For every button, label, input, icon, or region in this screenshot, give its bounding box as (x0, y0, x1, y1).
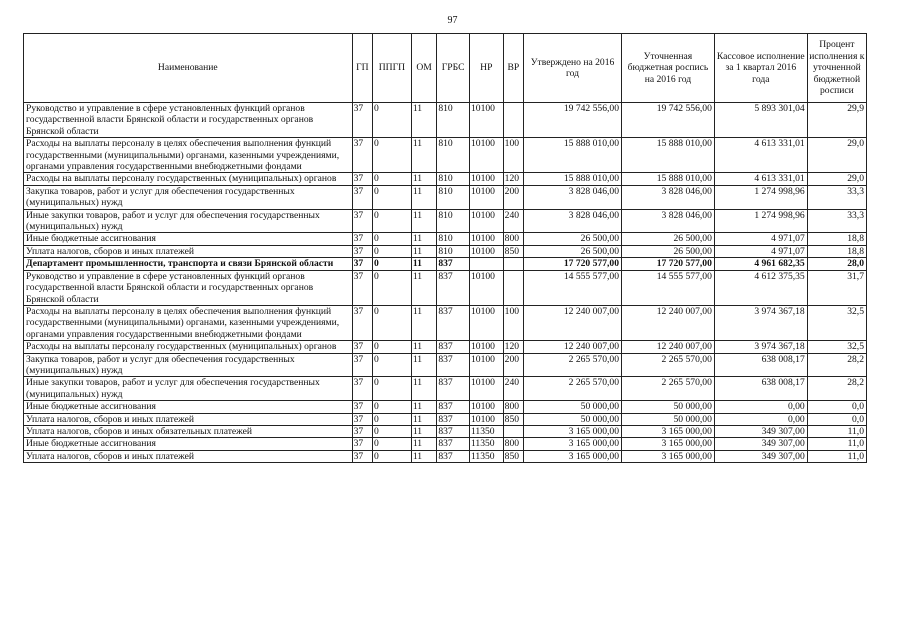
cell-refined: 2 265 570,00 (622, 353, 715, 377)
cell-gp: 37 (352, 401, 372, 413)
header-refined: Уточненная бюджетная роспись на 2016 год (622, 34, 715, 103)
cell-cash: 3 974 367,18 (714, 305, 807, 340)
cell-nr: 10100 (469, 401, 503, 413)
cell-name: Уплата налогов, сборов и иных обязательных платежей (24, 425, 353, 437)
table-row (24, 245, 867, 257)
cell-refined: 3 165 000,00 (622, 450, 715, 462)
cell-refined: 50 000,00 (622, 413, 715, 425)
cell-refined: 19 742 556,00 (622, 103, 715, 138)
cell-refined: 26 500,00 (622, 233, 715, 245)
cell-ppgp: 0 (373, 138, 412, 173)
table-row (24, 103, 867, 138)
cell-grbs: 837 (437, 353, 470, 377)
cell-cash: 638 008,17 (714, 353, 807, 377)
cell-vr: 240 (503, 209, 523, 233)
cell-om: 11 (411, 233, 437, 245)
cell-nr (469, 258, 503, 270)
cell-gp: 37 (352, 173, 372, 185)
cell-ppgp: 0 (373, 425, 412, 437)
cell-grbs: 837 (437, 401, 470, 413)
cell-ppgp: 0 (373, 103, 412, 138)
cell-ppgp: 0 (373, 450, 412, 462)
cell-approved: 15 888 010,00 (524, 173, 622, 185)
cell-percent: 32,5 (807, 341, 866, 353)
cell-cash: 4 612 375,35 (714, 270, 807, 305)
header-cash: Кассовое исполнение за 1 квартал 2016 года (714, 34, 807, 103)
cell-grbs: 810 (437, 103, 470, 138)
cell-percent: 11,0 (807, 450, 866, 462)
cell-percent: 11,0 (807, 425, 866, 437)
cell-vr: 120 (503, 173, 523, 185)
cell-vr (503, 103, 523, 138)
table-row (24, 185, 867, 209)
cell-refined: 26 500,00 (622, 245, 715, 257)
cell-percent: 33,3 (807, 185, 866, 209)
cell-refined: 12 240 007,00 (622, 341, 715, 353)
cell-approved: 50 000,00 (524, 401, 622, 413)
cell-cash: 5 893 301,04 (714, 103, 807, 138)
cell-percent: 31,7 (807, 270, 866, 305)
cell-vr: 240 (503, 377, 523, 401)
cell-gp: 37 (352, 353, 372, 377)
cell-approved: 2 265 570,00 (524, 377, 622, 401)
cell-ppgp: 0 (373, 413, 412, 425)
cell-cash: 4 971,07 (714, 233, 807, 245)
cell-cash: 4 961 682,35 (714, 258, 807, 270)
cell-nr: 10100 (469, 353, 503, 377)
cell-approved: 26 500,00 (524, 245, 622, 257)
cell-ppgp: 0 (373, 258, 412, 270)
cell-percent: 0,0 (807, 401, 866, 413)
cell-ppgp: 0 (373, 377, 412, 401)
cell-gp: 37 (352, 245, 372, 257)
cell-ppgp: 0 (373, 270, 412, 305)
cell-ppgp: 0 (373, 185, 412, 209)
cell-percent: 29,0 (807, 138, 866, 173)
cell-nr: 10100 (469, 245, 503, 257)
cell-approved: 3 165 000,00 (524, 425, 622, 437)
cell-name: Уплата налогов, сборов и иных платежей (24, 245, 353, 257)
cell-cash: 0,00 (714, 413, 807, 425)
cell-refined: 17 720 577,00 (622, 258, 715, 270)
cell-approved: 2 265 570,00 (524, 353, 622, 377)
cell-om: 11 (411, 377, 437, 401)
cell-name: Иные бюджетные ассигнования (24, 438, 353, 450)
table-row (24, 450, 867, 462)
cell-grbs: 837 (437, 270, 470, 305)
cell-approved: 14 555 577,00 (524, 270, 622, 305)
cell-percent: 18,8 (807, 245, 866, 257)
cell-gp: 37 (352, 377, 372, 401)
cell-name: Руководство и управление в сфере установленных функций органов государственной власти Брянской области и государственных органов Брянской области (24, 103, 353, 138)
cell-cash: 638 008,17 (714, 377, 807, 401)
cell-gp: 37 (352, 450, 372, 462)
cell-grbs: 837 (437, 425, 470, 437)
header-ppgp: ППГП (373, 34, 412, 103)
cell-om: 11 (411, 450, 437, 462)
cell-vr: 120 (503, 341, 523, 353)
cell-cash: 0,00 (714, 401, 807, 413)
cell-vr: 850 (503, 245, 523, 257)
cell-approved: 3 828 046,00 (524, 209, 622, 233)
cell-percent: 18,8 (807, 233, 866, 245)
cell-name: Расходы на выплаты персоналу в целях обеспечения выполнения функций государственными (муниципальными) органами, казенными учреждениями, органами управления государственными внебюджетными фондами (24, 305, 353, 340)
cell-approved: 3 165 000,00 (524, 450, 622, 462)
header-approved: Утверждено на 2016 год (524, 34, 622, 103)
table-row (24, 258, 867, 270)
cell-name: Иные закупки товаров, работ и услуг для обеспечения государственных (муниципальных) нужд (24, 209, 353, 233)
cell-grbs: 810 (437, 209, 470, 233)
cell-om: 11 (411, 103, 437, 138)
cell-refined: 14 555 577,00 (622, 270, 715, 305)
cell-approved: 12 240 007,00 (524, 305, 622, 340)
cell-ppgp: 0 (373, 401, 412, 413)
cell-cash: 349 307,00 (714, 438, 807, 450)
cell-gp: 37 (352, 438, 372, 450)
cell-refined: 3 828 046,00 (622, 185, 715, 209)
cell-approved: 3 828 046,00 (524, 185, 622, 209)
cell-approved: 17 720 577,00 (524, 258, 622, 270)
cell-refined: 3 165 000,00 (622, 438, 715, 450)
cell-vr: 100 (503, 138, 523, 173)
cell-percent: 29,9 (807, 103, 866, 138)
budget-table (23, 33, 867, 463)
cell-approved: 50 000,00 (524, 413, 622, 425)
cell-cash: 1 274 998,96 (714, 185, 807, 209)
cell-name: Уплата налогов, сборов и иных платежей (24, 413, 353, 425)
cell-gp: 37 (352, 270, 372, 305)
table-row (24, 138, 867, 173)
table-row (24, 270, 867, 305)
cell-gp: 37 (352, 305, 372, 340)
cell-gp: 37 (352, 209, 372, 233)
cell-ppgp: 0 (373, 353, 412, 377)
cell-nr: 11350 (469, 438, 503, 450)
cell-gp: 37 (352, 138, 372, 173)
cell-ppgp: 0 (373, 209, 412, 233)
cell-om: 11 (411, 341, 437, 353)
cell-nr: 11350 (469, 425, 503, 437)
cell-gp: 37 (352, 233, 372, 245)
cell-vr (503, 258, 523, 270)
cell-cash: 4 613 331,01 (714, 138, 807, 173)
cell-nr: 10100 (469, 413, 503, 425)
cell-name: Расходы на выплаты персоналу государственных (муниципальных) органов (24, 173, 353, 185)
cell-gp: 37 (352, 185, 372, 209)
cell-percent: 33,3 (807, 209, 866, 233)
cell-om: 11 (411, 413, 437, 425)
cell-om: 11 (411, 270, 437, 305)
cell-approved: 19 742 556,00 (524, 103, 622, 138)
cell-vr: 800 (503, 438, 523, 450)
cell-om: 11 (411, 209, 437, 233)
cell-cash: 3 974 367,18 (714, 341, 807, 353)
cell-grbs: 837 (437, 305, 470, 340)
cell-name: Расходы на выплаты персоналу в целях обеспечения выполнения функций государственными (муниципальными) органами, казенными учреждениями, органами управления государственными внебюджетными фондами (24, 138, 353, 173)
cell-vr: 200 (503, 185, 523, 209)
cell-approved: 3 165 000,00 (524, 438, 622, 450)
cell-percent: 32,5 (807, 305, 866, 340)
cell-vr (503, 425, 523, 437)
cell-nr: 10100 (469, 233, 503, 245)
cell-nr: 10100 (469, 209, 503, 233)
header-percent: Процент исполнения к уточненной бюджетной росписи (807, 34, 866, 103)
cell-percent: 28,0 (807, 258, 866, 270)
cell-name: Закупка товаров, работ и услуг для обеспечения государственных (муниципальных) нужд (24, 185, 353, 209)
header-om: ОМ (411, 34, 437, 103)
cell-name: Иные бюджетные ассигнования (24, 401, 353, 413)
cell-cash: 4 971,07 (714, 245, 807, 257)
cell-refined: 15 888 010,00 (622, 138, 715, 173)
cell-refined: 3 828 046,00 (622, 209, 715, 233)
cell-om: 11 (411, 401, 437, 413)
page-number: 97 (447, 15, 458, 26)
cell-grbs: 810 (437, 138, 470, 173)
cell-name: Уплата налогов, сборов и иных платежей (24, 450, 353, 462)
table-row (24, 209, 867, 233)
cell-om: 11 (411, 173, 437, 185)
cell-vr (503, 270, 523, 305)
cell-om: 11 (411, 305, 437, 340)
table-row (24, 305, 867, 340)
header-gp: ГП (352, 34, 372, 103)
cell-vr: 850 (503, 413, 523, 425)
cell-vr: 100 (503, 305, 523, 340)
cell-nr: 10100 (469, 138, 503, 173)
cell-approved: 26 500,00 (524, 233, 622, 245)
table-header-row (24, 34, 867, 103)
cell-nr: 10100 (469, 341, 503, 353)
table-row (24, 401, 867, 413)
cell-vr: 800 (503, 401, 523, 413)
cell-vr: 850 (503, 450, 523, 462)
cell-om: 11 (411, 353, 437, 377)
cell-grbs: 810 (437, 245, 470, 257)
cell-name: Руководство и управление в сфере установленных функций органов государственной власти Брянской области и государственных органов Брянской области (24, 270, 353, 305)
cell-ppgp: 0 (373, 341, 412, 353)
table-row (24, 233, 867, 245)
cell-nr: 11350 (469, 450, 503, 462)
cell-ppgp: 0 (373, 233, 412, 245)
cell-nr: 10100 (469, 270, 503, 305)
cell-cash: 1 274 998,96 (714, 209, 807, 233)
cell-refined: 50 000,00 (622, 401, 715, 413)
table-row (24, 438, 867, 450)
table-body (24, 103, 867, 463)
cell-percent: 0,0 (807, 413, 866, 425)
cell-name: Департамент промышленности, транспорта и связи Брянской области (24, 258, 353, 270)
cell-name: Расходы на выплаты персоналу государственных (муниципальных) органов (24, 341, 353, 353)
cell-refined: 12 240 007,00 (622, 305, 715, 340)
header-name: Наименование (24, 34, 353, 103)
cell-nr: 10100 (469, 305, 503, 340)
cell-om: 11 (411, 425, 437, 437)
header-grbs: ГРБС (437, 34, 470, 103)
table-row (24, 353, 867, 377)
cell-vr: 800 (503, 233, 523, 245)
header-vr: ВР (503, 34, 523, 103)
cell-approved: 15 888 010,00 (524, 138, 622, 173)
cell-name: Иные бюджетные ассигнования (24, 233, 353, 245)
header-nr: НР (469, 34, 503, 103)
cell-refined: 3 165 000,00 (622, 425, 715, 437)
cell-refined: 15 888 010,00 (622, 173, 715, 185)
cell-gp: 37 (352, 425, 372, 437)
cell-vr: 200 (503, 353, 523, 377)
cell-name: Иные закупки товаров, работ и услуг для обеспечения государственных (муниципальных) нужд (24, 377, 353, 401)
cell-grbs: 837 (437, 377, 470, 401)
cell-om: 11 (411, 138, 437, 173)
cell-cash: 4 613 331,01 (714, 173, 807, 185)
table-row (24, 377, 867, 401)
cell-nr: 10100 (469, 173, 503, 185)
cell-name: Закупка товаров, работ и услуг для обеспечения государственных (муниципальных) нужд (24, 353, 353, 377)
cell-om: 11 (411, 258, 437, 270)
cell-om: 11 (411, 245, 437, 257)
cell-gp: 37 (352, 413, 372, 425)
cell-om: 11 (411, 185, 437, 209)
cell-gp: 37 (352, 341, 372, 353)
cell-grbs: 837 (437, 413, 470, 425)
cell-percent: 11,0 (807, 438, 866, 450)
cell-grbs: 837 (437, 438, 470, 450)
cell-gp: 37 (352, 258, 372, 270)
cell-grbs: 810 (437, 233, 470, 245)
table-row (24, 425, 867, 437)
cell-nr: 10100 (469, 185, 503, 209)
cell-ppgp: 0 (373, 305, 412, 340)
cell-percent: 29,0 (807, 173, 866, 185)
cell-grbs: 810 (437, 173, 470, 185)
table-row (24, 413, 867, 425)
cell-approved: 12 240 007,00 (524, 341, 622, 353)
cell-ppgp: 0 (373, 245, 412, 257)
cell-gp: 37 (352, 103, 372, 138)
cell-grbs: 837 (437, 258, 470, 270)
cell-grbs: 810 (437, 185, 470, 209)
cell-refined: 2 265 570,00 (622, 377, 715, 401)
cell-cash: 349 307,00 (714, 425, 807, 437)
cell-grbs: 837 (437, 341, 470, 353)
table-row (24, 341, 867, 353)
cell-ppgp: 0 (373, 173, 412, 185)
cell-nr: 10100 (469, 103, 503, 138)
cell-grbs: 837 (437, 450, 470, 462)
cell-percent: 28,2 (807, 353, 866, 377)
cell-percent: 28,2 (807, 377, 866, 401)
cell-om: 11 (411, 438, 437, 450)
cell-cash: 349 307,00 (714, 450, 807, 462)
cell-ppgp: 0 (373, 438, 412, 450)
cell-nr: 10100 (469, 377, 503, 401)
table-row (24, 173, 867, 185)
